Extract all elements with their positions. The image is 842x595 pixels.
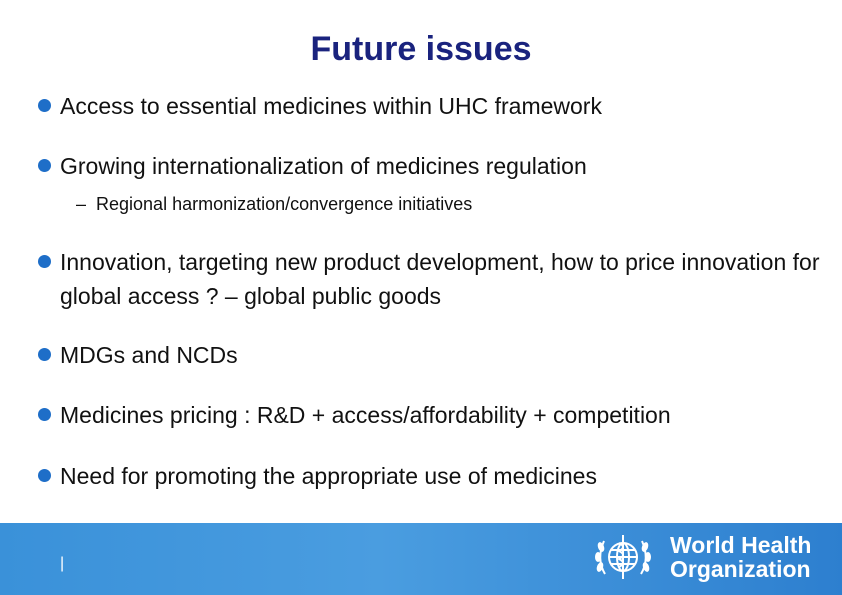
- who-logo-line1: World Health: [670, 532, 812, 558]
- who-logo-line2: Organization: [670, 556, 811, 582]
- bullet-dot-icon: [38, 99, 51, 112]
- bullet-text: Innovation, targeting new product development, how to price innovation for global access ? – global public goods: [60, 249, 820, 309]
- bullet-text: Need for promoting the appropriate use of medicines: [60, 463, 597, 489]
- sub-bullet-dash: –: [76, 194, 87, 214]
- bullet-dot-icon: [38, 255, 51, 268]
- bullet-item: [60, 245, 820, 313]
- slide-title: Future issues: [310, 30, 532, 68]
- bullet-text: Medicines pricing : R&D + access/affordability + competition: [60, 402, 671, 428]
- sub-bullet-text: Regional harmonization/convergence initiatives: [96, 194, 473, 214]
- bullet-dot-icon: [38, 159, 51, 172]
- bullet-text: MDGs and NCDs: [60, 342, 238, 368]
- bullet-item: [60, 338, 820, 372]
- bullet-item: [60, 459, 820, 493]
- footer-bar: [0, 523, 842, 595]
- who-emblem-icon: [590, 529, 656, 589]
- bullet-text: Growing internationalization of medicines regulation: [60, 153, 587, 179]
- page-number: |: [60, 555, 65, 572]
- bullet-dot-icon: [38, 469, 51, 482]
- sub-bullet-item: [76, 194, 472, 215]
- bullet-dot-icon: [38, 408, 51, 421]
- who-logo-text: [670, 533, 811, 581]
- bullet-item: [60, 398, 820, 432]
- bullet-item: [60, 149, 820, 183]
- bullet-item: [60, 89, 820, 123]
- bullet-text: Access to essential medicines within UHC framework: [60, 93, 602, 119]
- bullet-dot-icon: [38, 348, 51, 361]
